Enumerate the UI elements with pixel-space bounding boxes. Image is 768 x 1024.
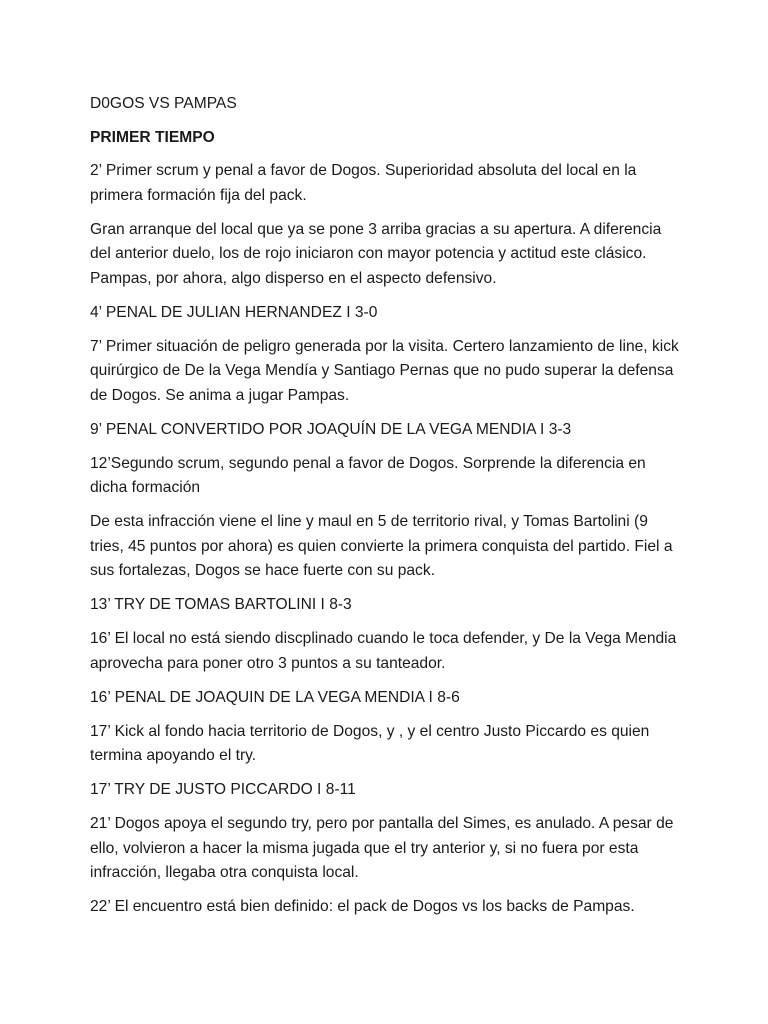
score-line: 4’ PENAL DE JULIAN HERNANDEZ I 3-0 bbox=[90, 303, 378, 321]
paragraph: Gran arranque del local que ya se pone 3 arriba gracias a su apertura. A diferencia del anterior duelo, los de rojo iniciaron con mayor potencia y actitud este clásico. Pampas, por ahora, algo disperso en el aspecto defensivo. bbox=[90, 220, 662, 287]
paragraph: 12’Segundo scrum, segundo penal a favor de Dogos. Sorprende la diferencia en dicha formación bbox=[90, 454, 646, 496]
paragraph: 7’ Primer situación de peligro generada por la visita. Certero lanzamiento de line, kick quirúrgico de De la Vega Mendía y Santiago Pernas que no pudo superar la defensa de Dogos. Se anima a jugar Pampas. bbox=[90, 337, 679, 404]
paragraph: 17’ Kick al fondo hacia territorio de Dogos, y , y el centro Justo Piccardo es quien termina apoyando el try. bbox=[90, 722, 650, 764]
section-heading: PRIMER TIEMPO bbox=[90, 128, 215, 146]
document-title: D0GOS VS PAMPAS bbox=[90, 95, 237, 112]
paragraph: 21’ Dogos apoya el segundo try, pero por pantalla del Simes, es anulado. A pesar de ello, volvieron a hacer la misma jugada que el try anterior y, si no fuera por esta infracción, llegaba otra conquista local. bbox=[90, 815, 674, 881]
document-body bbox=[90, 92, 680, 929]
paragraph: 2’ Primer scrum y penal a favor de Dogos. Superioridad absoluta del local en la primera formación fija del pack. bbox=[90, 162, 637, 204]
paragraph: De esta infracción viene el line y maul en 5 de territorio rival, y Tomas Bartolini (9 tries, 45 puntos por ahora) es quien convierte la primera conquista del partido. Fiel a sus fortalezas, Dogos se hace fuerte con su pack. bbox=[90, 513, 673, 579]
paragraph: 22’ El encuentro está bien definido: el pack de Dogos vs los backs de Pampas. bbox=[90, 898, 635, 915]
score-line: 16’ PENAL DE JOAQUIN DE LA VEGA MENDIA I 8-6 bbox=[90, 688, 460, 706]
score-line: 17’ TRY DE JUSTO PICCARDO I 8-11 bbox=[90, 781, 356, 798]
score-line: 13’ TRY DE TOMAS BARTOLINI I 8-3 bbox=[90, 596, 352, 613]
paragraph: 16’ El local no está siendo discplinado cuando le toca defender, y De la Vega Mendia aprovecha para poner otro 3 puntos a su tanteador. bbox=[90, 630, 677, 672]
score-line: 9’ PENAL CONVERTIDO POR JOAQUÍN DE LA VEGA MENDIA I 3-3 bbox=[90, 420, 572, 438]
